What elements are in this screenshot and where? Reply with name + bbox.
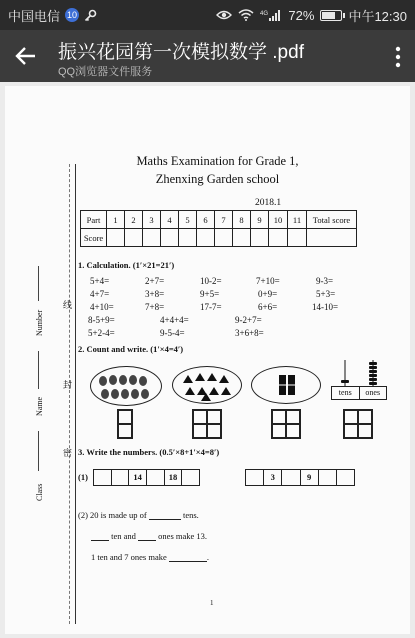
question-2-line-2 xyxy=(91,531,207,541)
calc-item: 4+10= xyxy=(90,302,114,312)
score-cell xyxy=(307,229,357,247)
score-table-header-row xyxy=(81,211,357,229)
number-blank xyxy=(38,266,39,301)
answer-blank[interactable] xyxy=(138,532,156,541)
score-cell xyxy=(107,229,125,247)
answer-blank[interactable] xyxy=(169,552,210,562)
document-title: 振兴花园第一次模拟数学 .pdf xyxy=(58,42,304,63)
calc-item: 3+6+8= xyxy=(235,328,264,338)
app-bar xyxy=(0,30,415,82)
score-header-cell: Total score xyxy=(307,211,357,229)
pears-oval xyxy=(90,366,162,406)
calc-item: 14-10= xyxy=(312,302,339,312)
page-number: 1 xyxy=(210,599,214,607)
seal-char-2: 封 xyxy=(63,380,73,390)
carrier-badge: 10 xyxy=(67,10,78,20)
exam-date: 2018.1 xyxy=(255,198,282,208)
seal-char-3: 密 xyxy=(63,448,73,458)
answer-blank[interactable] xyxy=(149,511,181,520)
calc-item: 9-3= xyxy=(316,276,334,286)
sequence-cell[interactable] xyxy=(146,470,164,485)
score-header-cell: 6 xyxy=(197,211,215,229)
bundles-oval xyxy=(251,366,321,404)
abacus-ones-label: ones xyxy=(359,387,387,399)
abacus xyxy=(331,358,387,400)
sequence-cell: 9 xyxy=(300,470,318,485)
eye-icon xyxy=(216,9,232,21)
score-cell xyxy=(269,229,288,247)
q2-text: 1 ten and 7 ones make xyxy=(91,552,167,562)
score-table xyxy=(80,210,357,247)
calc-item: 9-2+7= xyxy=(235,315,262,325)
signal-label: 4G xyxy=(260,10,269,17)
q2-text: (2) 20 is made up of xyxy=(78,510,147,520)
class-blank xyxy=(38,431,39,471)
calc-item: 4+7= xyxy=(90,289,110,299)
question-2-line-3 xyxy=(91,552,209,562)
calc-item: 17-7= xyxy=(200,302,222,312)
calc-item: 10-2= xyxy=(200,276,222,286)
answer-box-pears[interactable] xyxy=(117,409,133,439)
exam-title: Maths Examination for Grade 1, xyxy=(136,154,299,168)
calc-item: 7+10= xyxy=(256,276,280,286)
score-cell xyxy=(215,229,233,247)
calc-item: 5+4= xyxy=(90,276,110,286)
score-header-cell: 4 xyxy=(161,211,179,229)
q2-text: . xyxy=(206,552,210,562)
key-icon xyxy=(84,9,97,22)
question-1-label: (1) xyxy=(78,472,88,482)
pear-icons xyxy=(91,367,161,405)
score-cell xyxy=(161,229,179,247)
score-cell xyxy=(143,229,161,247)
answer-box-abacus[interactable] xyxy=(343,409,373,439)
score-header-cell: 9 xyxy=(251,211,269,229)
score-cell xyxy=(288,229,307,247)
wifi-icon xyxy=(238,9,254,21)
sequence-cell: 3 xyxy=(263,470,281,485)
score-cell xyxy=(125,229,143,247)
calc-item: 0+9= xyxy=(258,289,278,299)
q2-text: ten and xyxy=(111,531,136,541)
score-header-cell: Part xyxy=(81,211,107,229)
battery-percent: 72% xyxy=(288,7,315,23)
section-1-title: 1. Calculation. (1′×21=21′) xyxy=(78,260,175,270)
label-class: Class xyxy=(35,483,44,501)
score-cell xyxy=(179,229,197,247)
name-blank xyxy=(38,351,39,389)
pdf-viewer[interactable] xyxy=(0,82,415,638)
seal-char-1: 线 xyxy=(63,300,73,310)
calc-item: 3+8= xyxy=(145,289,165,299)
score-header-cell: 11 xyxy=(288,211,307,229)
bundle-icons xyxy=(252,367,320,403)
score-header-cell: 1 xyxy=(107,211,125,229)
score-header-cell: 2 xyxy=(125,211,143,229)
sequence-cell[interactable] xyxy=(336,470,354,485)
abacus-tens-label: tens xyxy=(338,388,352,397)
score-header-cell: 8 xyxy=(233,211,251,229)
sequence-cell[interactable] xyxy=(281,470,299,485)
sequence-cell[interactable] xyxy=(181,470,199,485)
score-cell xyxy=(197,229,215,247)
q2-text: ones make 13. xyxy=(158,531,208,541)
battery-icon xyxy=(320,10,342,21)
q2-text: tens. xyxy=(182,510,199,520)
document-source: QQ浏览器文件服务 xyxy=(58,66,153,78)
label-name: Name xyxy=(35,396,44,416)
number-sequence-1 xyxy=(93,469,200,486)
signal-icon xyxy=(260,9,282,22)
score-row-label: Score xyxy=(81,229,107,247)
back-arrow-icon[interactable] xyxy=(14,44,38,68)
sequence-cell: 18 xyxy=(164,470,182,485)
sequence-cell[interactable] xyxy=(246,470,263,485)
sequence-cell[interactable] xyxy=(318,470,336,485)
answer-blank[interactable] xyxy=(91,532,109,541)
status-bar xyxy=(0,0,415,30)
sequence-cell: 14 xyxy=(128,470,146,485)
score-header-cell: 3 xyxy=(143,211,161,229)
pdf-page xyxy=(5,86,410,634)
section-3-title: 3. Write the numbers. (0.5′×8+1′×4=8′) xyxy=(78,447,220,457)
seal-dashed-line xyxy=(69,164,70,624)
score-table-score-row xyxy=(81,229,357,247)
calc-item: 2+7= xyxy=(145,276,165,286)
calc-item: 9-5-4= xyxy=(160,328,185,338)
score-cell xyxy=(233,229,251,247)
carrier-name: 中国电信 xyxy=(8,8,61,24)
school-name: Zhenxing Garden school xyxy=(155,172,280,186)
question-2-line-1 xyxy=(78,510,199,520)
clock: 中午12:30 xyxy=(348,8,407,24)
section-2-title: 2. Count and write. (1′×4=4′) xyxy=(78,344,184,354)
seal-line xyxy=(75,164,76,624)
calc-item: 6+6= xyxy=(258,302,278,312)
number-sequence-2 xyxy=(245,469,355,486)
score-header-cell: 5 xyxy=(179,211,197,229)
score-header-cell: 10 xyxy=(269,211,288,229)
score-cell xyxy=(251,229,269,247)
calc-item: 5+2-4= xyxy=(88,328,115,338)
abacus-beads-icon xyxy=(331,358,387,386)
sequence-cell[interactable] xyxy=(111,470,129,485)
score-header-cell: 7 xyxy=(215,211,233,229)
calc-item: 8-5+9= xyxy=(88,315,115,325)
answer-box-triangles[interactable] xyxy=(192,409,222,439)
calc-item: 9+5= xyxy=(200,289,220,299)
triangles-oval xyxy=(172,366,242,404)
calc-item: 4+4+4= xyxy=(160,315,189,325)
sequence-cell[interactable] xyxy=(94,470,111,485)
calc-item: 5+3= xyxy=(316,289,336,299)
answer-box-bundles[interactable] xyxy=(271,409,301,439)
label-number: Number xyxy=(35,309,44,336)
triangle-icons xyxy=(173,367,241,403)
more-menu-icon[interactable] xyxy=(395,45,401,69)
calc-item: 7+8= xyxy=(145,302,165,312)
